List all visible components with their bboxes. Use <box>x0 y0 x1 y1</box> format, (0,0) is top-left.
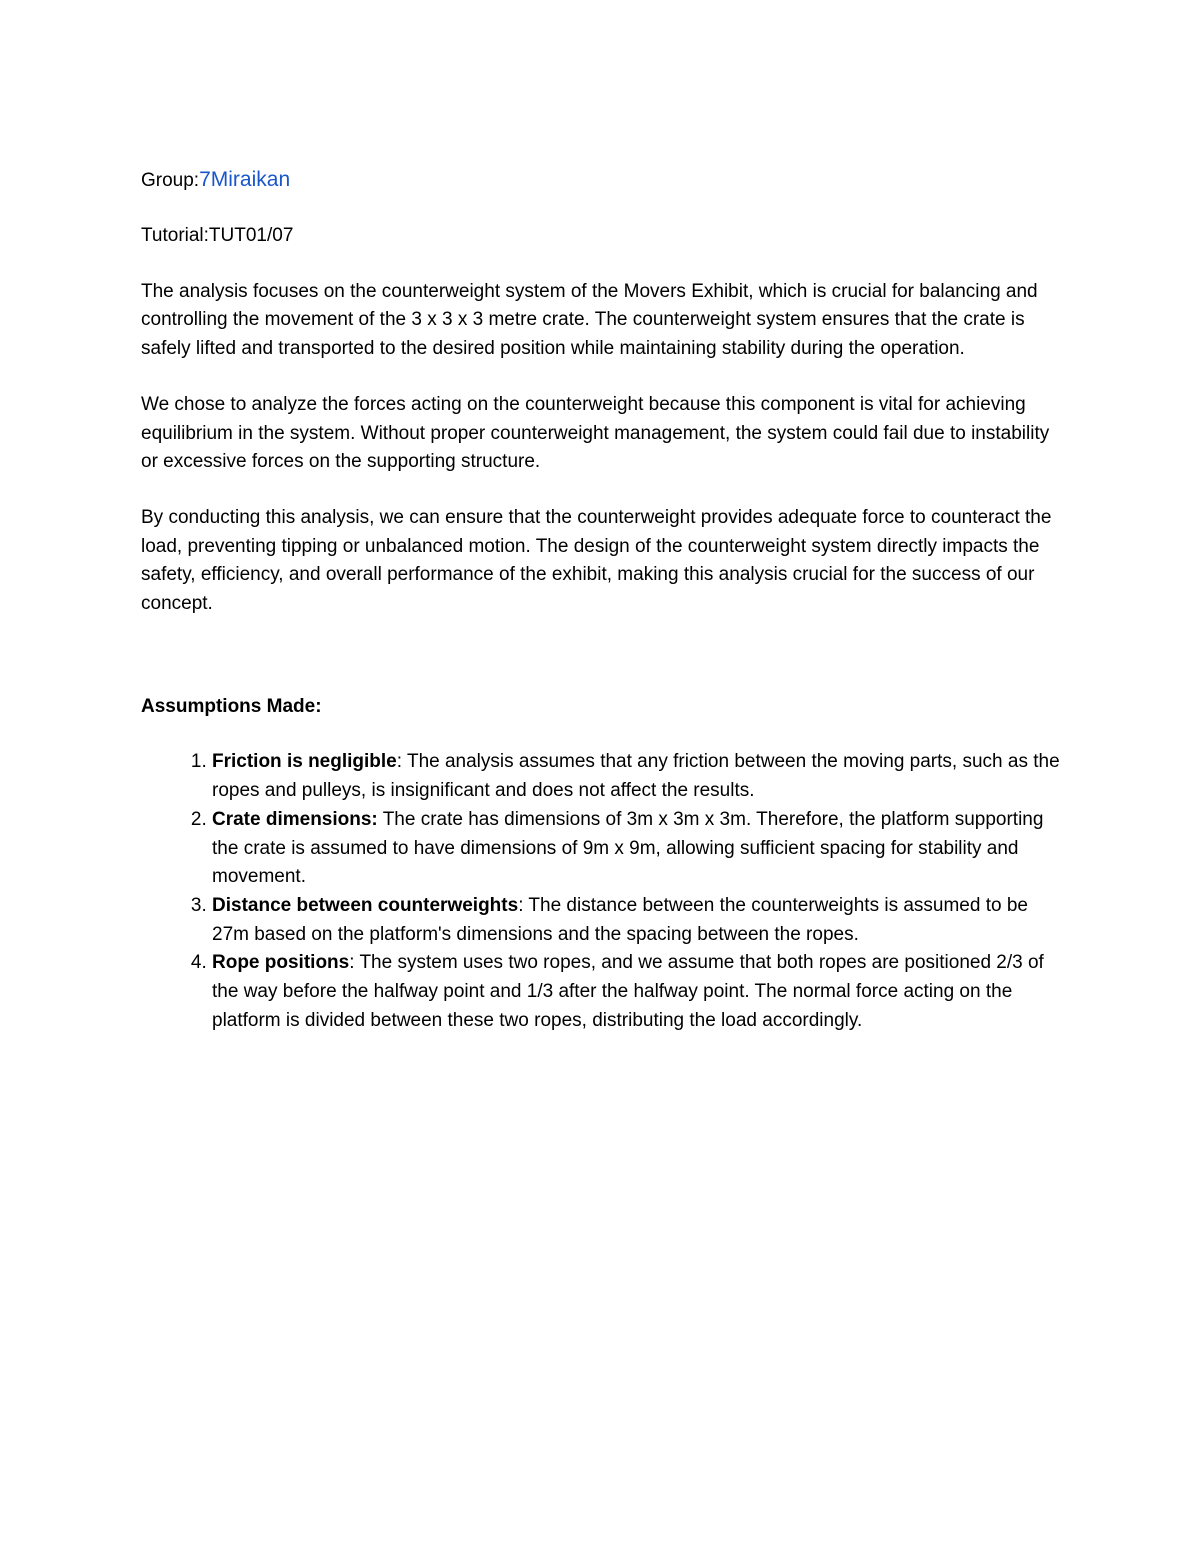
group-label: Group: <box>141 170 200 191</box>
assumptions-heading: Assumptions Made: <box>141 695 322 717</box>
tutorial-line: Tutorial:TUT01/07 <box>141 225 294 246</box>
group-link[interactable]: 7Miraikan <box>199 168 291 191</box>
assumption-term: Distance between counterweights <box>212 894 519 916</box>
assumption-text: The crate has dimensions of 3m x 3m x 3m. Therefore, the platform supporting the crate is assumed to have dimensions of 9m x 9m, allowing sufficient spacing for stability and movement. <box>212 808 1044 888</box>
intro-paragraph: The analysis focuses on the counterweight system of the Movers Exhibit, which is crucial for balancing and controlling the movement of the 3 x 3 x 3 metre crate. The counterweight system ensures that the crate is safely lifted and transported to the desired position while maintaining stability during the operation. <box>141 280 1038 360</box>
rationale-paragraph: We chose to analyze the forces acting on the counterweight because this component is vital for achieving equilibrium in the system. Without proper counterweight management, the system could fail due to instability or excessive forces on the supporting structure. <box>141 393 1050 473</box>
assumptions-list <box>141 748 1061 1035</box>
assumption-text: : The distance between the counterweights is assumed to be 27m based on the platform's dimensions and the spacing between the ropes. <box>212 894 1028 945</box>
assumption-item-rope-positions <box>212 949 1061 1035</box>
assumption-text: : The system uses two ropes, and we assume that both ropes are positioned 2/3 of the way before the halfway point and 1/3 after the halfway point. The normal force acting on the platform is divided between these two ropes, distributing the load accordingly. <box>212 952 1044 1031</box>
group-line <box>141 166 1061 195</box>
purpose-paragraph: By conducting this analysis, we can ensure that the counterweight provides adequate force to counteract the load, preventing tipping or unbalanced motion. The design of the counterweight system directly impacts the safety, efficiency, and overall performance of the exhibit, making this analysis crucial for the success of our concept. <box>141 506 1052 615</box>
assumption-item-crate-dimensions <box>212 806 1061 892</box>
assumption-text: : The analysis assumes that any friction between the moving parts, such as the ropes and pulleys, is insignificant and does not affect the results. <box>212 751 1060 802</box>
assumption-item-counterweight-distance <box>212 892 1061 949</box>
assumption-term: Crate dimensions: <box>212 808 378 830</box>
assumption-term: Friction is negligible <box>212 751 397 773</box>
assumption-item-friction <box>212 748 1061 805</box>
document-page <box>141 166 1061 1035</box>
assumption-term: Rope positions <box>212 952 350 974</box>
